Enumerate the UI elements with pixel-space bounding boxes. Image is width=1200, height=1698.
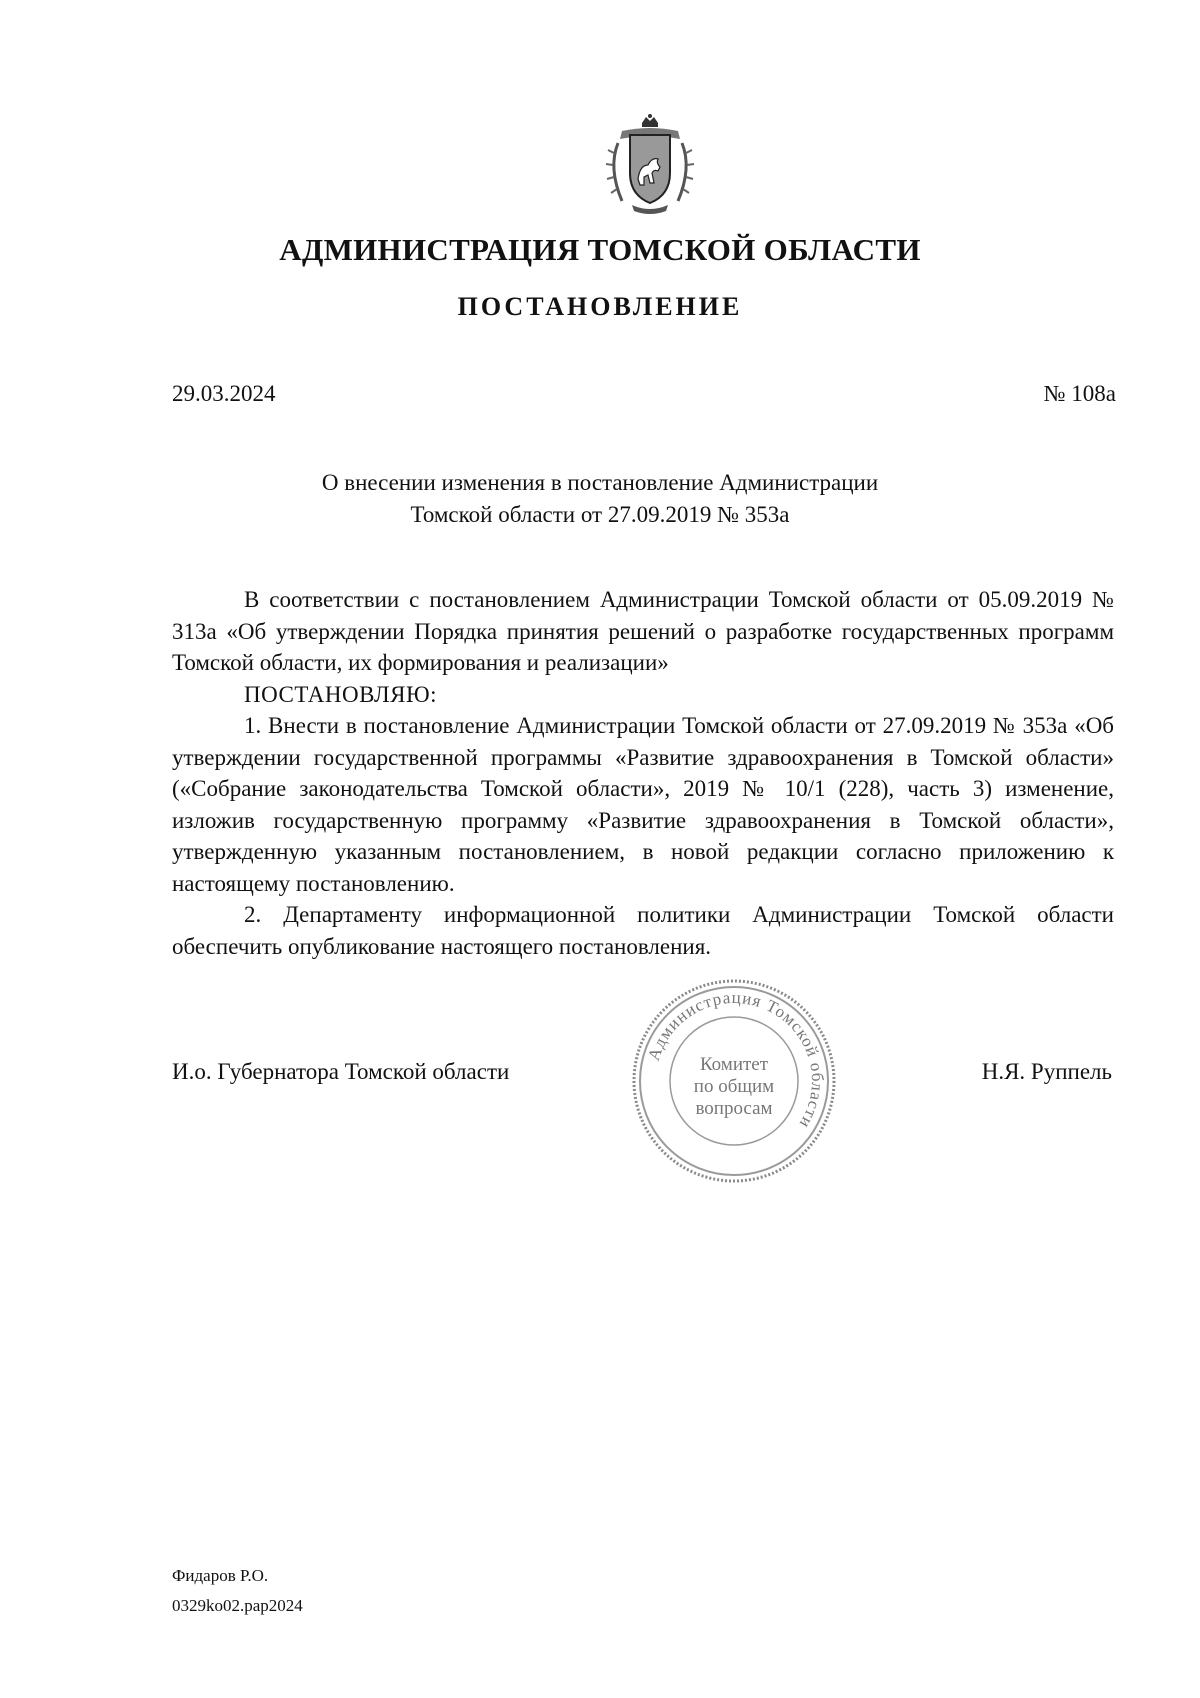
official-stamp xyxy=(631,978,837,1184)
stamp-ring-text: Администрация Томской области xyxy=(644,987,828,1133)
coat-of-arms-icon xyxy=(588,113,712,215)
file-code: 0329ko02.pap2024 xyxy=(172,1596,303,1615)
executor-name: Фидаров Р.О. xyxy=(172,1566,269,1585)
stamp-center-line: по общим xyxy=(693,1076,775,1097)
document-subject xyxy=(0,467,1200,531)
subject-line: О внесении изменения в постановление Администрации xyxy=(321,470,879,495)
document-type: ПОСТАНОВЛЕНИЕ xyxy=(457,292,743,321)
stamp-center-line: вопросам xyxy=(695,1098,773,1119)
clause-2: 2. Департаменту информационной политики Администрации Томской области обеспечить опубликование настоящего постановления. xyxy=(172,902,1114,959)
document-body xyxy=(172,584,1114,962)
signatory-name: Н.Я. Руппель xyxy=(981,1059,1112,1084)
subject-line: Томской области от 27.09.2019 № 353а xyxy=(410,502,790,527)
decree-word: ПОСТАНОВЛЯЮ: xyxy=(244,681,438,707)
signatory-role: И.о. Губернатора Томской области xyxy=(172,1059,510,1084)
stamp-center-line: Комитет xyxy=(699,1054,769,1075)
footer-info xyxy=(172,1561,303,1621)
document-date: 29.03.2024 xyxy=(172,381,276,406)
clause-1: 1. Внести в постановление Администрации Томской области от 27.09.2019 № 353а «Об утверждении государственной программы «Развитие здравоохранения в Томской области» («Собрание законодательства Томской области», 2019 № 10/1 (228), часть 3) изменение, изложив государственную программу «Развитие здравоохранения в Томской области», утвержденную указанным постановлением, в новой редакции согласно приложению к настоящему постановлению. xyxy=(172,713,1114,896)
document-number: № 108а xyxy=(1043,381,1116,406)
organization-title: АДМИНИСТРАЦИЯ ТОМСКОЙ ОБЛАСТИ xyxy=(279,232,921,267)
preamble-paragraph: В соответствии с постановлением Администрации Томской области от 05.09.2019 № 313а «Об утверждении Порядка принятия решений о разработке государственных программ Томской области, их формирования и реализации» xyxy=(172,587,1114,675)
